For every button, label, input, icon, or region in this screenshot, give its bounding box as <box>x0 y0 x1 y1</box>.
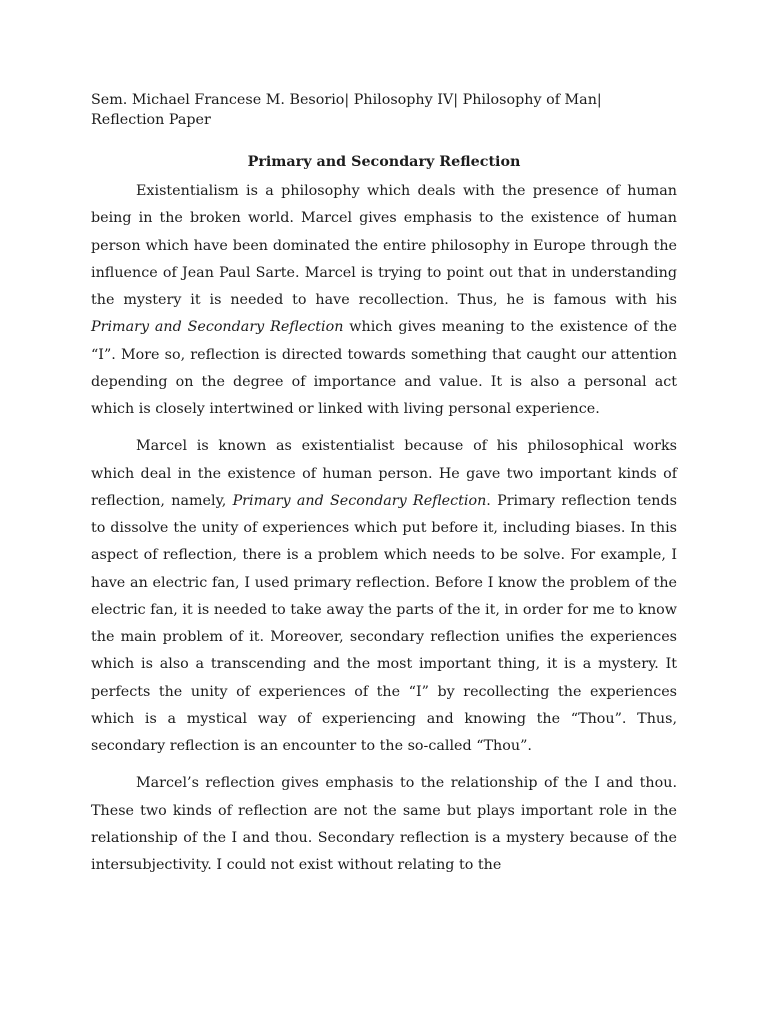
paragraph-1-text-start: Existentialism is a philosophy which deals with the presence of human being in the broken world. Marcel gives emphasis to the existence of human person which have been dominated the entire philosophy in Europe through the influence of Jean Paul Sarte. Marcel is trying to point out that in understanding the mystery it is needed to have recollection. Thus, he is famous with his <box>91 183 677 308</box>
paragraph-2-text-start: Marcel is known as existentialist because of his philosophical works which deal in the existence of human person. He gave two important kinds of reflection, namely, <box>91 438 677 509</box>
document-page <box>91 90 677 879</box>
paragraph-1 <box>91 178 677 423</box>
paragraph-1-italic-term: Primary and Secondary Reflection <box>91 319 344 336</box>
paragraph-1-text-end: which gives meaning to the existence of the “I”. More so, reflection is directed towards something that caught our attention depending on the degree of importance and value. It is also a personal act which is closely intertwined or linked with living personal experience. <box>91 319 678 417</box>
paragraph-2 <box>91 433 677 760</box>
paragraph-2-text-end: . Primary reflection tends to dissolve the unity of experiences which put before it, including biases. In this aspect of reflection, there is a problem which needs to be solve. For example, I have an electric fan, I used primary reflection. Before I know the problem of the electric fan, it is needed to take away the parts of the it, in order for me to know the main problem of it. Moreover, secondary reflection unifies the experiences which is also a transcending and the most important thing, it is a mystery. It perfects the unity of experiences of the “I” by recollecting the experiences which is a mystical way of experiencing and knowing the “Thou”. Thus, secondary reflection is an encounter to the so-called “Thou”. <box>91 492 677 754</box>
header-line-1: Sem. Michael Francese M. Besorio| Philosophy IV| Philosophy of Man| <box>91 92 602 108</box>
paragraph-2-italic-term: Primary and Secondary Reflection <box>232 492 487 509</box>
header-line-2: Reflection Paper <box>91 112 211 128</box>
document-header <box>91 90 677 130</box>
paragraph-3: Marcel’s reflection gives emphasis to the relationship of the I and thou. These two kinds of reflection are not the same but plays important role in the relationship of the I and thou. Secondary reflection is a mystery because of the intersubjectivity. I could not exist without relating to the <box>91 775 677 873</box>
document-title: Primary and Secondary Reflection <box>247 154 521 170</box>
